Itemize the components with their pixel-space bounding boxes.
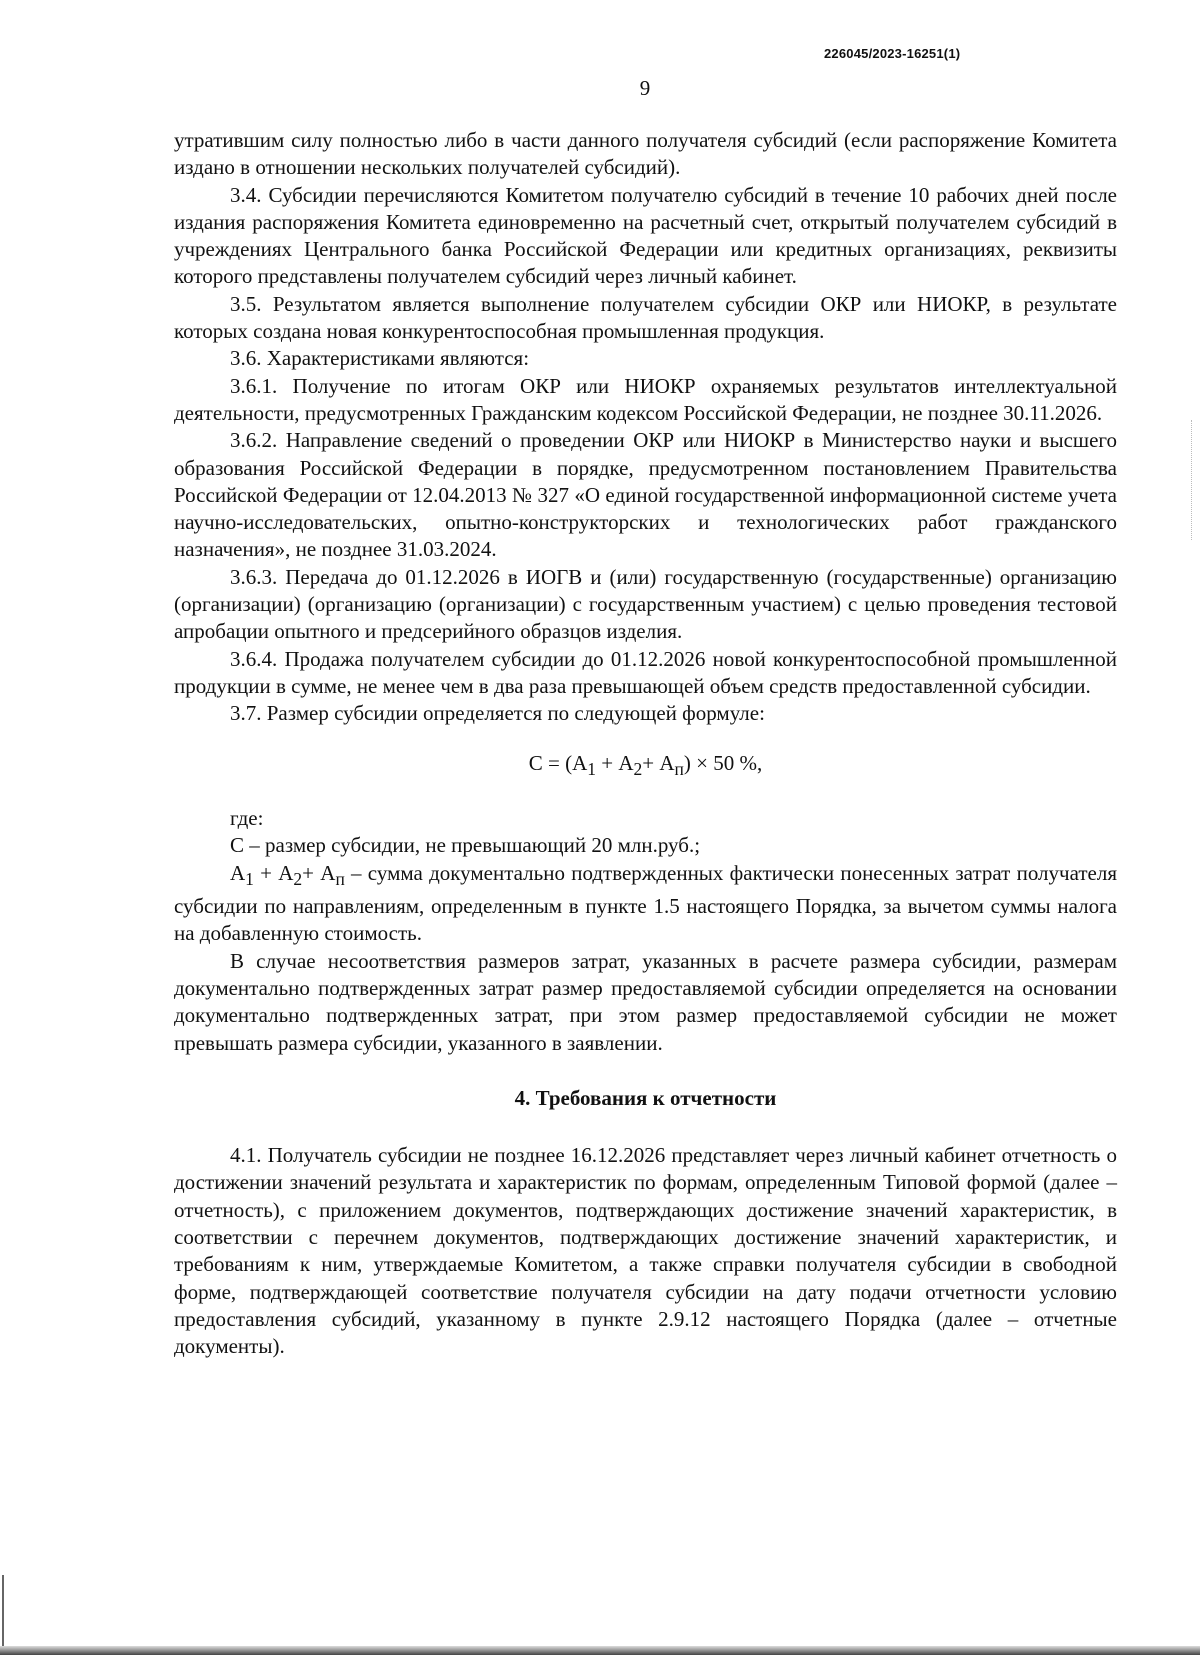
paragraph-3-5: 3.5. Результатом является выполнение получателем субсидии ОКР или НИОКР, в результате которых создана новая конкурентоспособная промышленная продукция. bbox=[174, 291, 1117, 344]
scan-corner-mark bbox=[2, 1575, 4, 1653]
scan-side-marks bbox=[1191, 420, 1194, 540]
paragraph-3-6-1: 3.6.1. Получение по итогам ОКР или НИОКР охраняемых результатов интеллектуальной деятельности, предусмотренных Гражданским кодексом Российской Федерации, не позднее 30.11.2026. bbox=[174, 373, 1117, 425]
paragraph-4-1: 4.1. Получатель субсидии не позднее 16.12.2026 представляет через личный кабинет отчетность о достижении значений результата и характеристик по формам, определенным Типовой формой (далее – отчетность), с приложением документов, подтверждающих достижение значений характеристик, в соответствии с перечнем документов, подтверждающих достижение значений характеристик, и требованиям к ним, утверждаемые Комитетом, а также справки получателя субсидии в свободной форме, подтверждающей соответствие получателя субсидии на дату подачи отчетности условию предоставления субсидий, указанному в пункте 2.9.12 настоящего Порядка (далее – отчетные документы). bbox=[174, 1143, 1117, 1359]
section-4-heading: 4. Требования к отчетности bbox=[514, 1085, 777, 1110]
paragraph-3-6-3: 3.6.3. Передача до 01.12.2026 в ИОГВ и (или) государственную (государственные) организацию (организации) (организацию (организации) с государственным участием) с целью проведения тестовой апробации опытного и предсерийного образцов изделия. bbox=[174, 564, 1117, 644]
paragraph-3-4: 3.4. Субсидии перечисляются Комитетом получателю субсидий в течение 10 рабочих дней после издания распоряжения Комитета единовременно на расчетный счет, открытый получателем субсидий в учреждениях Центрального банка Российской Федерации или кредитных организациях, реквизиты которого представлены получателем субсидий через личный кабинет. bbox=[174, 182, 1117, 289]
definition-a: $А_1 + А_2+ А_п$ – сумма документально подтвержденных фактически понесенных затрат получателя субсидии по направлениям, определенным в пункте 1.5 настоящего Порядка, за вычетом суммы налога на добавленную стоимость. bbox=[174, 860, 1117, 946]
scan-bottom-edge bbox=[0, 1646, 1200, 1655]
paragraph-continuation: утратившим силу полностью либо в части данного получателя субсидий (если распоряжение Комитета издано в отношении нескольких получателей субсидий). bbox=[174, 128, 1117, 180]
document-id: 226045/2023-16251(1) bbox=[824, 46, 961, 61]
paragraph-3-6-4: 3.6.4. Продажа получателем субсидии до 01.12.2026 новой конкурентоспособной промышленной продукции в сумме, не менее чем в два раза превышающей объем средств предоставленной субсидии. bbox=[174, 646, 1117, 698]
paragraph-3-6-2: 3.6.2. Направление сведений о проведении ОКР или НИОКР в Министерство науки и высшего образования Российской Федерации в порядке, предусмотренном постановлением Правительства Российской Федерации от 12.04.2013 № 327 «О единой государственной информационной системе учета научно-исследовательских, опытно-конструкторских и технологических работ гражданского назначения», не позднее 31.03.2024. bbox=[174, 428, 1117, 562]
definition-c: С – размер субсидии, не превышающий 20 млн.руб.; bbox=[230, 833, 701, 858]
where-label: где: bbox=[230, 806, 264, 831]
paragraph-mismatch: В случае несоответствия размеров затрат, указанных в расчете размера субсидии, размерам документально подтвержденных затрат размер предоставляемой субсидии определяется на основании документально подтвержденных затрат, при этом размер предоставляемой субсидии не может превышать размера субсидии, указанного в заявлении. bbox=[174, 948, 1117, 1055]
document-body bbox=[174, 127, 1117, 1361]
paragraph-3-6: 3.6. Характеристиками являются: bbox=[230, 346, 530, 371]
subsidy-formula: $С = (А_1 + А_2+ А_п) \times 50$ %, bbox=[528, 750, 763, 779]
page-number: 9 bbox=[639, 76, 651, 100]
paragraph-3-7: 3.7. Размер субсидии определяется по следующей формуле: bbox=[230, 701, 765, 726]
